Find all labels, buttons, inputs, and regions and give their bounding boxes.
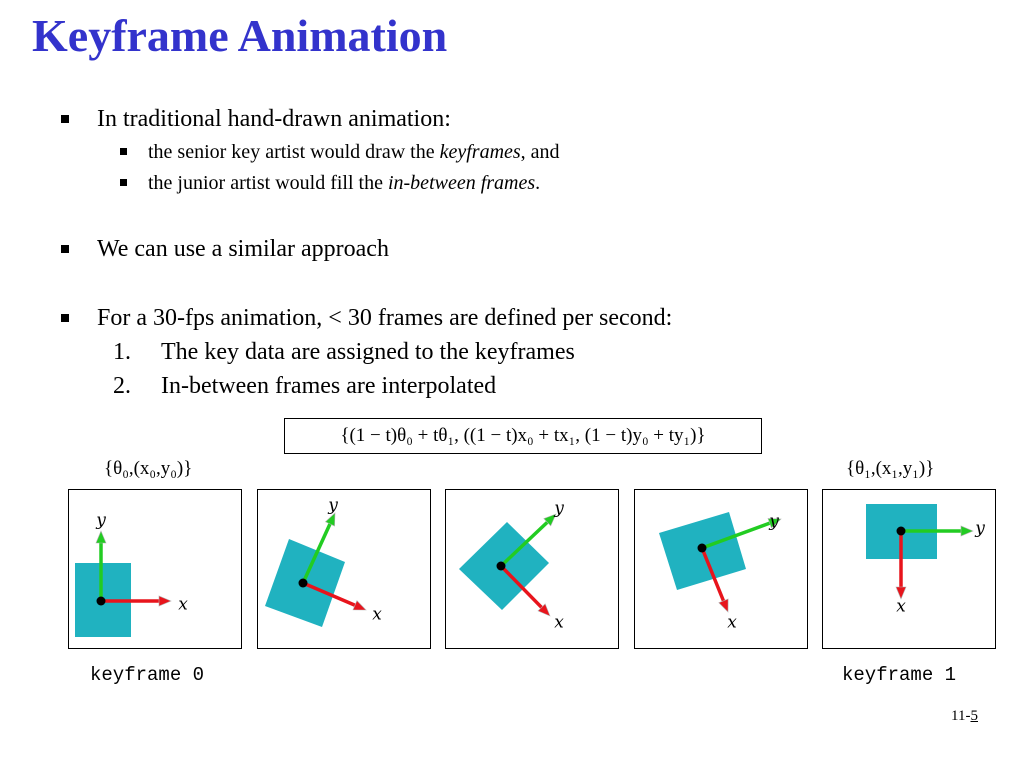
bullet-marker — [61, 314, 69, 322]
bullet-30fps — [97, 304, 672, 332]
step-number: 2. — [113, 373, 131, 399]
origin-dot — [97, 597, 106, 606]
origin-dot — [299, 579, 308, 588]
y-axis-label: y — [96, 510, 106, 531]
numbered-step-1 — [113, 338, 575, 366]
sub-bullet-senior — [148, 140, 560, 164]
bullet-text: We can use a similar approach — [97, 236, 389, 262]
sub-bullet-junior — [148, 171, 540, 195]
sub-bullet-marker — [120, 179, 127, 186]
keyframe1-parameters: {θ₁,(x₁,y₁)} — [846, 458, 935, 479]
x-axis-label: x — [372, 604, 382, 625]
step-text: The key data are assigned to the keyframes — [161, 339, 575, 365]
page-prefix: 11- — [951, 708, 971, 724]
y-axis-label: y — [769, 511, 779, 532]
keyframe-panel-1 — [257, 489, 431, 649]
bullet-traditional — [97, 105, 451, 133]
y-axis-label: y — [554, 498, 564, 519]
slide-title: Keyframe Animation — [32, 10, 448, 61]
bullet-text: In traditional hand-drawn animation: — [97, 106, 451, 132]
origin-dot — [698, 544, 707, 553]
bullet-marker — [61, 245, 69, 253]
sub-bullet-emphasis: keyframes — [439, 141, 521, 163]
sub-bullet-emphasis: in-between frames — [387, 172, 536, 194]
keyframe-panel-3 — [634, 489, 808, 649]
keyframe-panel-0 — [68, 489, 242, 649]
x-axis-label: x — [896, 596, 906, 617]
step-number: 1. — [113, 339, 131, 365]
x-axis-label: x — [554, 612, 564, 633]
keyframe-drawing — [258, 490, 432, 650]
sub-bullet-marker — [120, 148, 127, 155]
bullet-text: For a 30-fps animation, < 30 frames are defined per second: — [97, 305, 673, 331]
sub-bullet-text: the senior key artist would draw the — [148, 141, 440, 163]
keyframe-drawing — [69, 490, 243, 650]
page-number — [951, 708, 978, 725]
y-axis-label: y — [975, 518, 985, 539]
step-text: In-between frames are interpolated — [161, 373, 497, 399]
keyframe-drawing — [635, 490, 809, 650]
bullet-similar-approach — [97, 235, 389, 263]
keyframe-panel-2 — [445, 489, 619, 649]
origin-dot — [897, 527, 906, 536]
origin-dot — [497, 562, 506, 571]
keyframe-drawing — [823, 490, 997, 650]
keyframe0-caption: keyframe 0 — [90, 664, 205, 686]
page-current: 5 — [970, 708, 978, 724]
sub-bullet-text-end: , and — [520, 141, 560, 163]
sub-bullet-text: the junior artist would fill the — [148, 172, 388, 194]
numbered-step-2 — [113, 372, 497, 400]
sub-bullet-text-end: . — [535, 172, 541, 194]
keyframe1-caption: keyframe 1 — [842, 664, 957, 686]
x-axis-label: x — [727, 612, 737, 633]
bullet-marker — [61, 115, 69, 123]
keyframe0-parameters: {θ₀,(x₀,y₀)} — [104, 458, 193, 479]
keyframe-drawing — [446, 490, 620, 650]
keyframe-panel-4 — [822, 489, 996, 649]
x-axis-label: x — [178, 594, 188, 615]
y-axis-label: y — [328, 495, 338, 516]
interpolation-formula: {(1 − t)θ₀ + tθ₁, ((1 − t)x₀ + tx₁, (1 − t)y₀ + ty₁)} — [284, 418, 762, 454]
